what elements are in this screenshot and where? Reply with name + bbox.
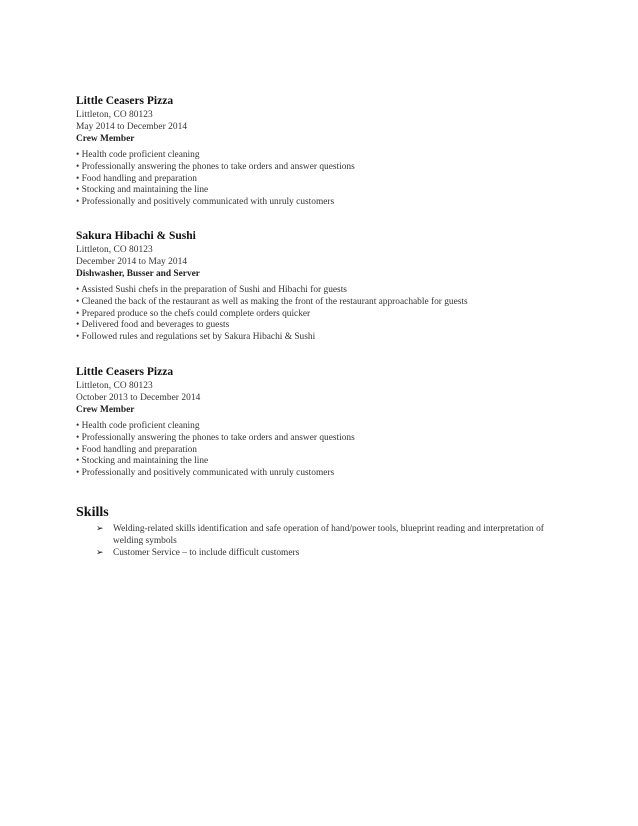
job-location: Littleton, CO 80123 bbox=[76, 381, 153, 391]
job-role: Crew Member bbox=[76, 405, 135, 415]
skill-text: Customer Service – to include difficult customers bbox=[113, 548, 300, 558]
job-duty: • Assisted Sushi chefs in the preparation of Sushi and Hibachi for guests bbox=[76, 285, 347, 295]
company-name: Little Ceasers Pizza bbox=[76, 366, 174, 378]
arrow-bullet-icon: ➢ bbox=[96, 524, 104, 534]
job-dates: October 2013 to December 2014 bbox=[76, 393, 201, 403]
skills-list bbox=[76, 523, 546, 559]
job-entry bbox=[76, 94, 556, 209]
job-dates: May 2014 to December 2014 bbox=[76, 122, 188, 132]
job-duty: • Delivered food and beverages to guests bbox=[76, 320, 230, 331]
job-duties-list bbox=[76, 150, 556, 209]
job-duty: • Professionally answering the phones to take orders and answer questions bbox=[76, 161, 355, 172]
job-duty: • Prepared produce so the chefs could complete orders quicker bbox=[76, 308, 311, 319]
company-name: Sakura Hibachi & Sushi bbox=[76, 230, 196, 242]
skill-text: Welding-related skills identification and safe operation of hand/power tools, blueprint reading and interpretation of welding symbols bbox=[113, 524, 544, 546]
skill-item bbox=[76, 547, 546, 559]
skills-section bbox=[76, 504, 546, 559]
job-dates: December 2014 to May 2014 bbox=[76, 257, 188, 267]
job-duty: • Health code proficient cleaning bbox=[76, 421, 200, 431]
job-duty: • Cleaned the back of the restaurant as well as making the front of the restaurant approachable for guests bbox=[76, 296, 468, 307]
job-duty: • Food handling and preparation bbox=[76, 444, 197, 455]
job-duty: • Professionally answering the phones to take orders and answer questions bbox=[76, 432, 355, 443]
job-duty: • Followed rules and regulations set by Sakura Hibachi & Sushi bbox=[76, 332, 316, 343]
arrow-bullet-icon: ➢ bbox=[96, 548, 104, 558]
company-name: Little Ceasers Pizza bbox=[76, 95, 174, 107]
job-entry bbox=[76, 229, 556, 344]
job-location: Littleton, CO 80123 bbox=[76, 245, 153, 255]
job-duties-list bbox=[76, 421, 556, 480]
job-duty: • Professionally and positively communicated with unruly customers bbox=[76, 197, 335, 208]
job-location: Littleton, CO 80123 bbox=[76, 110, 153, 120]
job-duties-list bbox=[76, 285, 556, 344]
skill-item bbox=[76, 523, 546, 547]
job-role: Crew Member bbox=[76, 134, 135, 144]
job-role: Dishwasher, Busser and Server bbox=[76, 269, 200, 279]
job-duty: • Food handling and preparation bbox=[76, 173, 197, 184]
job-duty: • Professionally and positively communicated with unruly customers bbox=[76, 468, 335, 479]
job-duty: • Health code proficient cleaning bbox=[76, 150, 200, 160]
job-duty: • Stocking and maintaining the line bbox=[76, 185, 209, 196]
skills-heading: Skills bbox=[76, 505, 109, 520]
job-duty: • Stocking and maintaining the line bbox=[76, 456, 209, 467]
job-entry bbox=[76, 365, 556, 480]
